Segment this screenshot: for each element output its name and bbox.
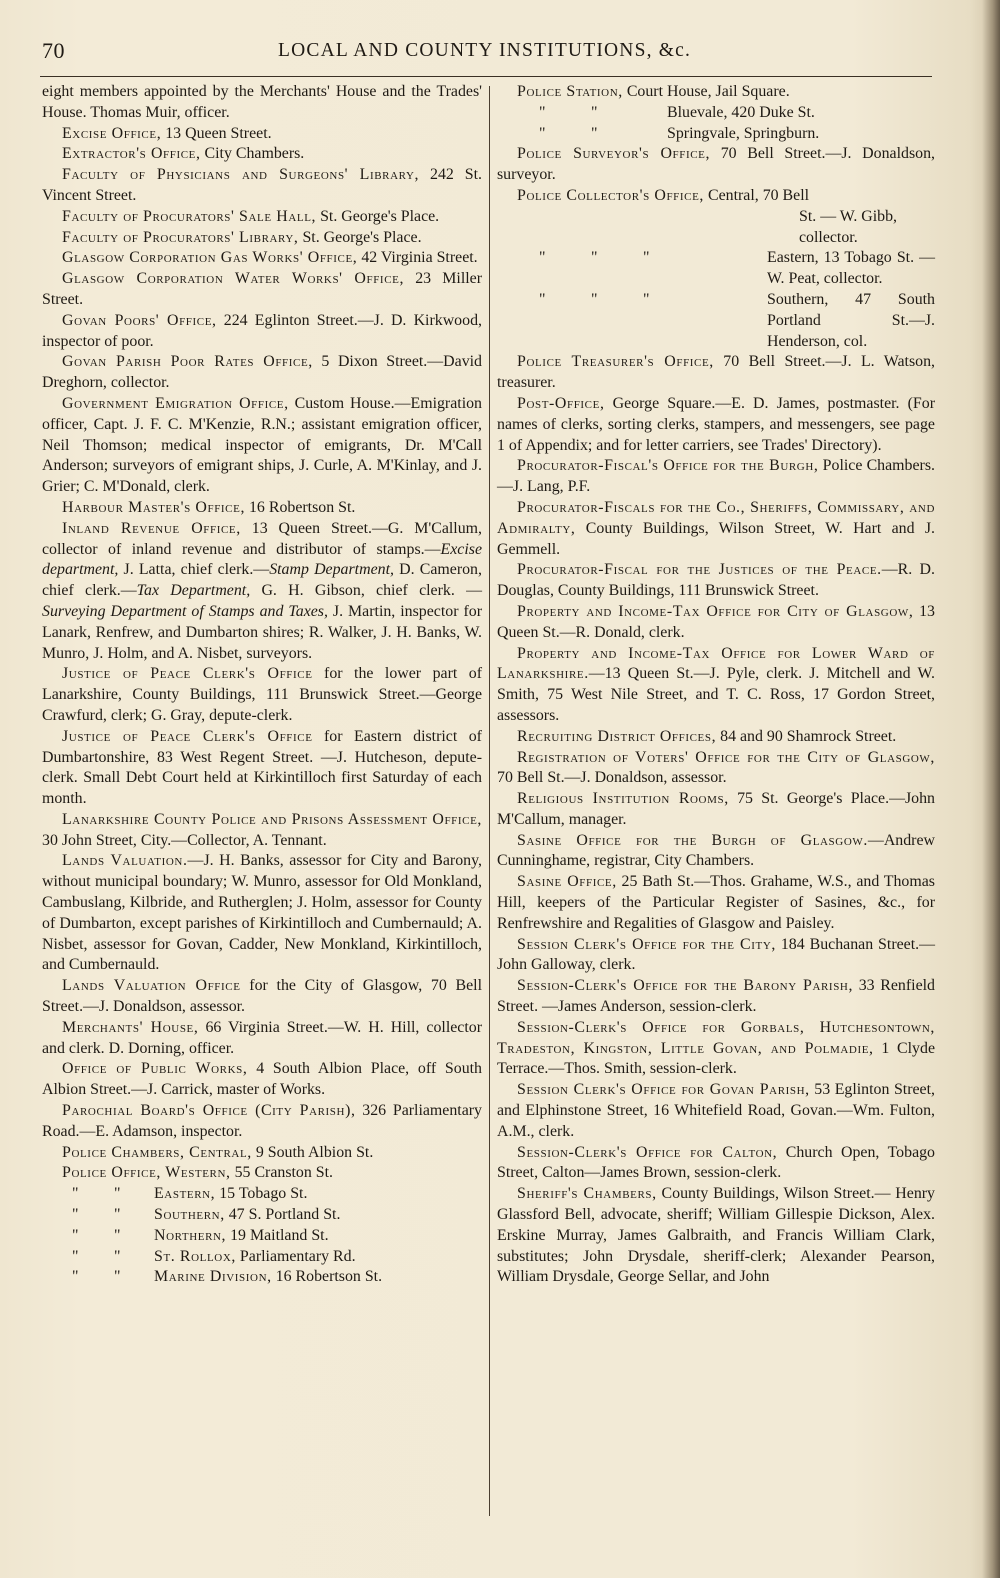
entry-parochial-board: Parochial Board's Office (City Parish), 326 Parliamentary Road.—E. Adamson, inspector. <box>42 1102 482 1140</box>
entry-police-bluevale: " " Bluevale, 420 Duke St. <box>497 103 935 124</box>
ditto-mark: " <box>72 1247 79 1265</box>
ditto-mark: " <box>114 1185 121 1203</box>
entry-police-eastern: " " Eastern, 15 Tobago St. <box>42 1184 482 1205</box>
entry-govan-poor-rates: Govan Parish Poor Rates Office, 5 Dixon Street.—David Dreghorn, collector. <box>42 353 482 392</box>
entry-extractors-office: Extractor's Office, City Chambers. <box>62 145 305 163</box>
entry-police-surveyor: Police Surveyor's Office, 70 Bell Street.—J. Donaldson, surveyor. <box>497 145 935 184</box>
entry-police-office-western: Police Office, Western, 55 Cranston St. <box>62 1164 334 1182</box>
entry-faculty-physicians: Faculty of Physicians and Surgeons' Library, 242 St. Vincent Street. <box>42 166 482 204</box>
entry-police-chambers: Police Chambers, Central, 9 South Albion St. <box>62 1143 374 1161</box>
entry-police-station: Police Station, Court House, Jail Square. <box>517 83 790 100</box>
entry-sasine-office-burgh: Sasine Office for the Burgh of Glasgow.—Andrew Cunninghame, registrar, City Chambers. <box>497 831 935 870</box>
entry-religious-institution: Religious Institution Rooms, 75 St. George's Place.—John M'Callum, manager. <box>497 790 935 828</box>
entry-police-collector-southern: " " " Southern, 47 South Portland St.—J. Henderson, col. <box>539 290 935 350</box>
entry-police-springvale: " " Springvale, Springburn. <box>497 124 935 145</box>
entry-jp-clerk-lanarkshire: Justice of Peace Clerk's Office for the lower part of Lanarkshire, County Buildings, 111 Brunswick Street.—George Crawfurd, clerk; G. Gray, depute-clerk. <box>42 665 482 724</box>
ditto-mark: " <box>643 290 650 308</box>
entry-jp-clerk-dumbarton: Justice of Peace Clerk's Office for Eastern district of Dumbartonshire, 83 West Regent Street. —J. Hutcheson, depute-clerk. Small Debt Court held at Kirkintilloch first Saturday of each month. <box>42 727 482 808</box>
entry-session-clerk-govan: Session Clerk's Office for Govan Parish, 53 Eglinton Street, and Elphinstone Street, 16 Whitefield Road, Govan.—Wm. Fulton, A.M., clerk. <box>497 1081 935 1140</box>
entry-govan-poors: Govan Poors' Office, 224 Eglinton Street.—J. D. Kirkwood, inspector of poor. <box>42 311 482 350</box>
entry-post-office: Post-Office, George Square.—E. D. James, postmaster. (For names of clerks, sorting clerks, stampers, and messengers, see page 1 of Appendix; and for letter carriers, see Trades' Directory). <box>497 394 935 454</box>
running-head: LOCAL AND COUNTY INSTITUTIONS, &c. <box>278 40 692 61</box>
header-rule <box>40 76 932 77</box>
ditto-mark: " <box>72 1185 79 1203</box>
ditto-mark: " <box>114 1247 121 1265</box>
entry-police-treasurer: Police Treasurer's Office, 70 Bell Street.—J. L. Watson, treasurer. <box>497 353 935 392</box>
ditto-mark: " <box>539 290 546 308</box>
entry-sasine-office: Sasine Office, 25 Bath St.—Thos. Grahame, W.S., and Thomas Hill, keepers of the Particular Register of Sasines, &c., for Renfrewshire and Regalities of Glasgow and Paisley. <box>497 873 935 932</box>
entry-harbour-master: Harbour Master's Office, 16 Robertson St. <box>62 498 356 516</box>
entry-procurators-sale-hall: Faculty of Procurators' Sale Hall, St. George's Place. <box>62 207 440 225</box>
entry-water-works: Glasgow Corporation Water Works' Office, 23 Miller Street. <box>42 270 482 308</box>
entry-procurators-library: Faculty of Procurators' Library, St. George's Place. <box>62 228 422 246</box>
entry-lands-valuation-office: Lands Valuation Office for the City of Glasgow, 70 Bell Street.—J. Donaldson, assessor. <box>42 977 483 1016</box>
entry-excise-office: Excise Office, 13 Queen Street. <box>62 124 272 142</box>
column-divider <box>489 86 490 1516</box>
entry-sheriffs-chambers: Sheriff's Chambers, County Buildings, Wilson Street.— Henry Glassford Bell, advocate, sheriff; William Gillespie Dickson, Alex. Erskine Murray, James Galbraith, and Francis William Clark, substitutes; John Drysdale, sheriff-clerk; Alexander Pearson, William Drysdale, George Sellar, and John <box>497 1185 936 1286</box>
entry-continuation: eight members appointed by the Merchants' House and the Trades' House. Thomas Muir, officer. <box>42 83 482 121</box>
entry-income-tax-city: Property and Income-Tax Office for City of Glasgow, 13 Queen St.—R. Donald, clerk. <box>497 602 935 641</box>
entry-session-clerk-city: Session Clerk's Office for the City, 184 Buchanan Street.—John Galloway, clerk. <box>497 935 935 974</box>
ditto-mark: " <box>114 1206 121 1224</box>
ditto-mark: " <box>591 124 598 142</box>
entry-lands-valuation: Lands Valuation.—J. H. Banks, assessor for City and Barony, without municipal boundary; W. Munro, assessor for Old Monkland, Cambuslang, Kilbride, and Rutherglen; J. Holm, assessor for County of Dumbarton, except parishes of Kirkintilloch and Cumbernauld; A. Nisbet, assessor for Govan, Cadder, New Monkland, Kirkintilloch, and Cumbernauld. <box>42 852 482 974</box>
entry-procurator-fiscal-burgh: Procurator-Fiscal's Office for the Burgh, Police Chambers.—J. Lang, P.F. <box>497 457 935 496</box>
entry-session-clerk-barony: Session-Clerk's Office for the Barony Parish, 33 Renfield Street. —James Anderson, session-clerk. <box>497 977 935 1016</box>
ditto-mark: " <box>72 1226 79 1244</box>
ditto-mark: " <box>539 124 546 142</box>
ditto-mark: " <box>72 1206 79 1224</box>
entry-police-collector: Police Collector's Office, Central, 70 Bell St. — W. Gibb, collector. <box>517 186 898 246</box>
entry-session-clerk-gorbals: Session-Clerk's Office for Gorbals, Hutchesontown, Tradeston, Kingston, Little Govan, and Polmadie, 1 Clyde Terrace.—Thos. Smith, session-clerk. <box>497 1018 935 1078</box>
book-spine-shadow <box>982 0 1000 1578</box>
ditto-mark: " <box>643 249 650 267</box>
entry-police-st-rollox: " " St. Rollox, Parliamentary Rd. <box>42 1247 482 1268</box>
entry-emigration-office: Government Emigration Office, Custom House.—Emigration officer, Capt. J. F. C. M'Kenzie, R.N.; assistant emigration officer, Neil Thomson; medical inspector of emigrants, Dr. M'Call Anderson; surveyors of emigrant ships, J. Curle, A. M'Kinlay, and J. Grier; C. M'Donald, clerk. <box>42 394 482 496</box>
left-column <box>42 82 482 1288</box>
entry-police-marine: " " Marine Division, 16 Robertson St. <box>42 1267 482 1288</box>
ditto-mark: " <box>591 249 598 267</box>
right-column <box>497 82 935 1288</box>
page-number: 70 <box>42 38 65 63</box>
entry-gas-works: Glasgow Corporation Gas Works' Office, 42 Virginia Street. <box>62 249 478 267</box>
ditto-mark: " <box>539 103 546 121</box>
entry-registration-voters: Registration of Voters' Office for the City of Glasgow, 70 Bell St.—J. Donaldson, assessor. <box>497 748 935 787</box>
ditto-mark: " <box>591 290 598 308</box>
entry-merchants-house: Merchants' House, 66 Virginia Street.—W. H. Hill, collector and clerk. D. Dorning, officer. <box>42 1018 482 1057</box>
ditto-mark: " <box>591 103 598 121</box>
entry-county-police-assessment: Lanarkshire County Police and Prisons Assessment Office, 30 John Street, City.—Collector, A. Tennant. <box>42 810 482 849</box>
entry-police-northern: " " Northern, 19 Maitland St. <box>42 1226 482 1247</box>
ditto-mark: " <box>72 1268 79 1286</box>
entry-income-tax-lower-ward: Property and Income-Tax Office for Lower Ward of Lanarkshire.—13 Queen St.—J. Pyle, clerk. J. Mitchell and W. Smith, 75 West Nile Street, and T. C. Ross, 17 Gordon Street, assessors. <box>497 644 935 724</box>
entry-procurator-fiscal-justices: Procurator-Fiscal for the Justices of the Peace.—R. D. Douglas, County Buildings, 111 Brunswick Street. <box>497 561 935 600</box>
entry-recruiting-offices: Recruiting District Offices, 84 and 90 Shamrock Street. <box>517 727 897 745</box>
entry-session-clerk-calton: Session-Clerk's Office for Calton, Church Open, Tobago Street, Calton—James Brown, session-clerk. <box>497 1143 936 1182</box>
entry-procurator-fiscals-county: Procurator-Fiscals for the Co., Sheriffs, Commissary, and Admiralty, County Buildings, Wilson Street, W. Hart and J. Gemmell. <box>497 498 935 558</box>
entry-public-works: Office of Public Works, 4 South Albion Place, off South Albion Street.—J. Carrick, master of Works. <box>42 1060 482 1099</box>
ditto-mark: " <box>114 1268 121 1286</box>
ditto-mark: " <box>539 249 546 267</box>
ditto-mark: " <box>114 1226 121 1244</box>
entry-police-southern: " " Southern, 47 S. Portland St. <box>42 1205 482 1226</box>
entry-inland-revenue: Inland Revenue Office, 13 Queen Street.—G. M'Callum, collector of inland revenue and distributor of stamps.—Excise department, J. Latta, chief clerk.—Stamp Department, D. Cameron, chief clerk.—Tax Department, G. H. Gibson, chief clerk. —Surveying Department of Stamps and Taxes, J. Martin, inspector for Lanark, Renfrew, and Dumbarton shires; R. Walker, J. H. Banks, W. Munro, J. Holm, and A. Nisbet, surveyors. <box>42 519 482 662</box>
entry-police-collector-eastern: " " " Eastern, 13 Tobago St. — W. Peat, collector. <box>539 249 935 288</box>
